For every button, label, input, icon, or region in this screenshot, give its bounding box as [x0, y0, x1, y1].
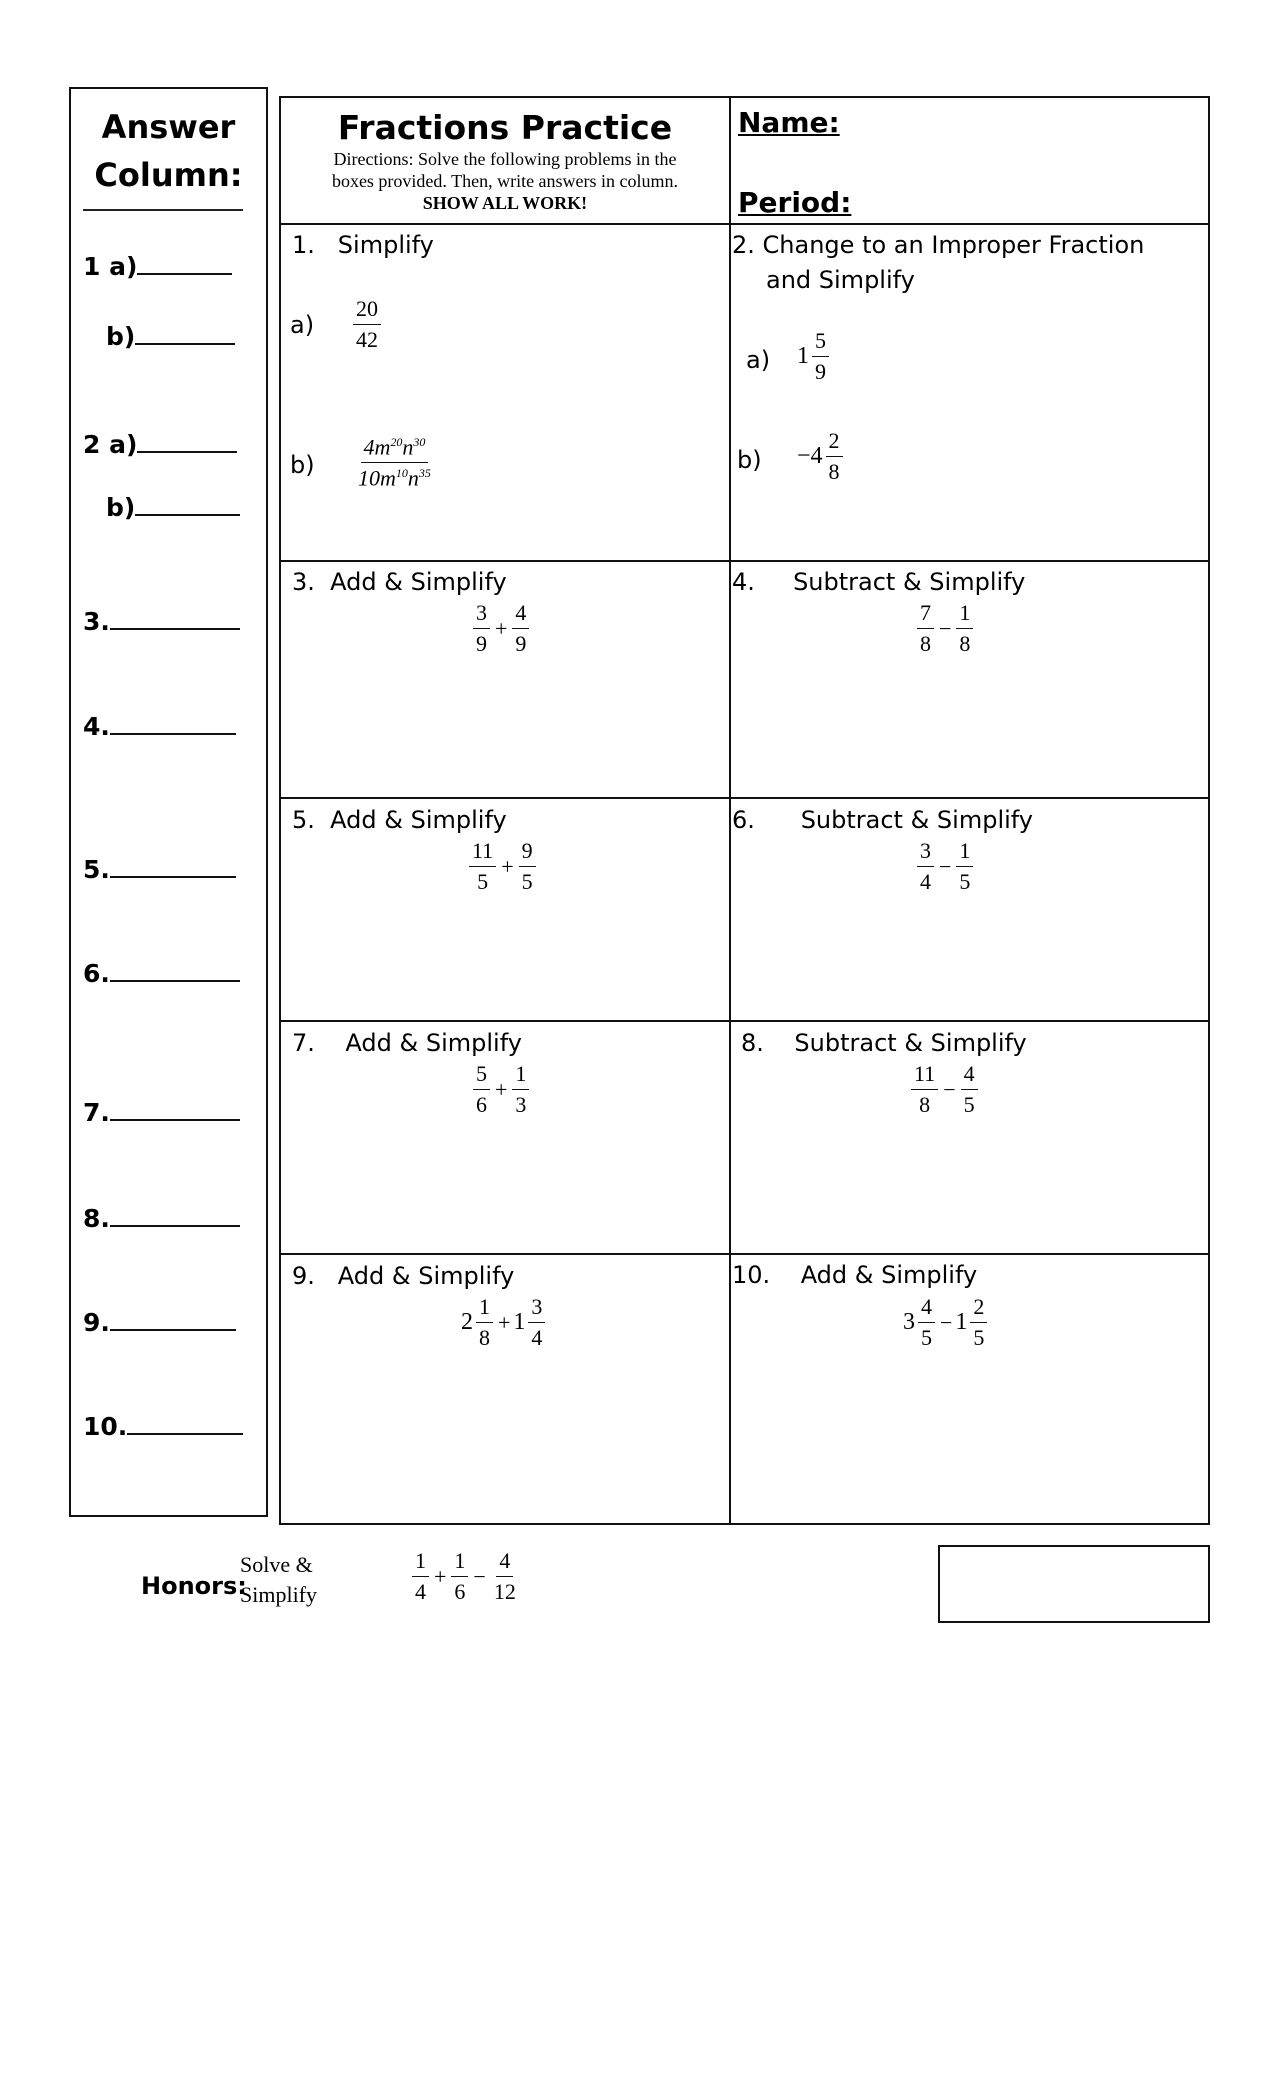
denominator: 5 [921, 1325, 932, 1350]
answer-row-9[interactable] [83, 1307, 236, 1337]
problem-2b-label: b) [737, 446, 762, 474]
problem-1-number: 1. [292, 231, 315, 259]
problem-10-number: 10. [732, 1261, 771, 1289]
answer-row-3[interactable] [83, 606, 240, 636]
answer-row-5[interactable] [83, 854, 236, 884]
answer-label-6: 6. [83, 959, 110, 988]
denominator: 5 [959, 869, 971, 894]
fraction [491, 1550, 519, 1603]
problem-9-label: Add & Simplify [337, 1262, 515, 1290]
answer-label-8: 8. [83, 1204, 110, 1233]
problem-4-number: 4. [732, 568, 755, 596]
problem-7-expression [471, 1063, 531, 1116]
directions [281, 148, 729, 214]
fraction [917, 840, 934, 893]
answer-column-title-line1: Answer [101, 108, 236, 146]
problem-5-header [292, 806, 507, 834]
answer-label-1b: b) [106, 322, 136, 351]
problem-10-label: Add & Simplify [800, 1261, 978, 1289]
problem-1-label: Simplify [337, 231, 434, 259]
answer-row-8[interactable] [83, 1203, 240, 1233]
denominator: 5 [973, 1325, 985, 1350]
problem-9-expression [461, 1296, 547, 1349]
plus-operator: + [501, 853, 514, 879]
numerator: 1 [512, 1063, 529, 1090]
denominator [355, 463, 434, 489]
problem-grid [279, 96, 1210, 1525]
problem-8-header [741, 1029, 1027, 1057]
honors-answer-box[interactable] [938, 1545, 1210, 1623]
numerator: 1 [956, 840, 973, 867]
problem-7-label: Add & Simplify [345, 1029, 522, 1057]
denominator: 8 [959, 631, 971, 656]
numerator: 20 [353, 298, 381, 325]
numerator: 3 [917, 840, 934, 867]
problem-8-label: Subtract & Simplify [794, 1029, 1027, 1057]
directions-line1: Directions: Solve the following problems in the [333, 149, 677, 169]
answer-blank-4[interactable] [110, 711, 236, 735]
problem-2-label-line2: and Simplify [766, 266, 915, 294]
answer-column [69, 87, 268, 1517]
plus-operator: + [495, 1076, 508, 1102]
grid-vertical-divider [729, 98, 731, 1525]
problem-2-number: 2. [732, 231, 755, 259]
denominator: 5 [521, 869, 533, 894]
problem-3-label: Add & Simplify [330, 568, 507, 596]
problem-2-label-line1: Change to an Improper Fraction [762, 231, 1145, 259]
answer-label-2a: 2 a) [83, 430, 138, 459]
honors-instruction [240, 1550, 317, 1610]
denominator: 9 [476, 631, 487, 656]
numerator: 5 [473, 1063, 490, 1090]
name-label: Name: [738, 106, 840, 139]
numerator: 1 [956, 602, 973, 629]
answer-row-2a[interactable] [83, 429, 237, 459]
variable: n [407, 465, 419, 491]
whole-number: 3 [903, 1309, 915, 1335]
denominator: 5 [477, 869, 489, 894]
fraction [826, 430, 843, 483]
denominator: 6 [454, 1579, 466, 1604]
answer-row-6[interactable] [83, 958, 240, 988]
denominator: 8 [828, 459, 840, 484]
answer-row-10[interactable] [83, 1411, 243, 1441]
numerator: 4 [961, 1063, 978, 1090]
problem-7-header [292, 1029, 522, 1057]
denominator: 5 [963, 1092, 975, 1117]
answer-blank-5[interactable] [110, 854, 236, 878]
whole-number: 1 [955, 1309, 968, 1335]
numerator: 4 [496, 1550, 513, 1577]
denominator: 3 [515, 1092, 527, 1117]
denominator: 8 [919, 1092, 931, 1117]
numerator: 4 [918, 1296, 935, 1323]
problem-2a-label: a) [746, 346, 771, 374]
answer-row-1a[interactable] [83, 251, 232, 281]
fraction [476, 1296, 493, 1349]
fraction [473, 602, 490, 655]
directions-line3: SHOW ALL WORK! [422, 193, 588, 213]
denominator: 4 [920, 869, 931, 894]
coef: 10m [358, 465, 396, 491]
answer-label-5: 5. [83, 855, 110, 884]
numerator: 11 [911, 1063, 938, 1090]
problem-9-header [292, 1262, 514, 1290]
answer-blank-1a[interactable] [137, 251, 232, 275]
minus-operator: − [939, 853, 952, 879]
fraction [519, 840, 536, 893]
whole-number: 2 [461, 1309, 473, 1335]
numerator: 3 [473, 602, 490, 629]
fraction [970, 1296, 987, 1349]
answer-label-4: 4. [83, 712, 110, 741]
answer-row-4[interactable] [83, 711, 236, 741]
numerator: 2 [826, 430, 843, 457]
numerator: 1 [476, 1296, 493, 1323]
denominator: 4 [531, 1325, 543, 1350]
problem-5-expression [467, 840, 538, 893]
fraction [917, 602, 934, 655]
problem-3-header [292, 568, 507, 596]
exponent: 20 [390, 435, 403, 449]
answer-label-1a: 1 a) [83, 252, 138, 281]
problem-2a-expression [797, 330, 831, 383]
fraction [512, 1063, 529, 1116]
numerator: 11 [469, 840, 496, 867]
answer-blank-9[interactable] [110, 1307, 236, 1331]
problem-6-expression [915, 840, 975, 893]
problem-8-expression [909, 1063, 980, 1116]
whole-number: −4 [797, 443, 823, 469]
answer-blank-3[interactable] [110, 606, 240, 630]
answer-label-2b: b) [106, 493, 136, 522]
grid-divider-row4 [281, 1253, 1208, 1255]
fraction [355, 436, 434, 490]
answer-blank-10[interactable] [127, 1411, 243, 1435]
answer-label-9: 9. [83, 1308, 110, 1337]
problem-3-expression [471, 602, 531, 655]
answer-row-7[interactable] [83, 1097, 240, 1127]
problem-10-expression [903, 1296, 989, 1349]
honors-instruction-line2: Simplify [240, 1582, 318, 1607]
denominator: 6 [476, 1092, 487, 1117]
minus-operator: − [939, 615, 952, 641]
answer-blank-6[interactable] [110, 958, 240, 982]
problem-5-label: Add & Simplify [330, 806, 507, 834]
fraction [451, 1550, 468, 1603]
plus-operator: + [495, 615, 508, 641]
fraction [911, 1063, 938, 1116]
honors-expression [410, 1550, 521, 1603]
numerator: 7 [917, 602, 934, 629]
fraction [412, 1550, 429, 1603]
denominator: 8 [479, 1325, 490, 1350]
problem-1a-expression [351, 298, 383, 351]
grid-divider-header [281, 223, 1208, 225]
honors-instruction-line1: Solve & [240, 1552, 313, 1577]
problem-10-header [732, 1261, 977, 1289]
numerator: 1 [451, 1550, 468, 1577]
plus-operator: + [434, 1563, 447, 1589]
fraction [469, 840, 496, 893]
problem-4-expression [915, 602, 975, 655]
numerator: 5 [812, 330, 829, 357]
numerator: 3 [528, 1296, 545, 1323]
denominator: 12 [493, 1579, 516, 1604]
answer-column-title-line2: Column: [94, 156, 243, 194]
fraction [956, 840, 973, 893]
grid-divider-row1 [281, 560, 1208, 562]
minus-operator: − [473, 1563, 486, 1589]
honors-label: Honors: [141, 1572, 247, 1600]
fraction [918, 1296, 935, 1349]
answer-blank-2a[interactable] [137, 429, 237, 453]
whole-number: 1 [797, 343, 809, 369]
answer-blank-2b[interactable] [135, 492, 240, 516]
grid-divider-row2 [281, 797, 1208, 799]
problem-1-header [292, 231, 434, 259]
answer-blank-8[interactable] [110, 1203, 240, 1227]
fraction [812, 330, 829, 383]
minus-operator: − [940, 1309, 953, 1335]
numerator: 2 [970, 1296, 987, 1323]
denominator: 42 [356, 327, 378, 352]
whole-number: 1 [513, 1309, 526, 1335]
answer-row-1b[interactable] [106, 321, 235, 351]
numerator: 9 [519, 840, 536, 867]
problem-1b-label: b) [290, 451, 315, 479]
minus-operator: − [943, 1076, 956, 1102]
exponent: 30 [413, 435, 426, 449]
problem-6-header [732, 806, 1033, 834]
problem-9-number: 9. [292, 1262, 315, 1290]
problem-8-number: 8. [741, 1029, 764, 1057]
problem-3-number: 3. [292, 568, 315, 596]
answer-blank-7[interactable] [110, 1097, 240, 1121]
answer-label-3: 3. [83, 607, 110, 636]
variable: n [402, 434, 414, 460]
denominator: 9 [815, 359, 826, 384]
answer-row-2b[interactable] [106, 492, 240, 522]
answer-label-7: 7. [83, 1098, 110, 1127]
answer-column-divider [83, 209, 243, 211]
denominator: 9 [515, 631, 527, 656]
plus-operator: + [498, 1309, 511, 1335]
directions-line2: boxes provided. Then, write answers in column. [331, 171, 679, 191]
fraction [473, 1063, 490, 1116]
fraction [956, 602, 973, 655]
grid-divider-row3 [281, 1020, 1208, 1022]
page-title: Fractions Practice [337, 108, 673, 147]
exponent: 35 [418, 466, 431, 481]
coef: 4m [363, 434, 391, 460]
fraction [528, 1296, 545, 1349]
problem-1a-label: a) [290, 311, 315, 339]
fraction [512, 602, 529, 655]
exponent: 10 [395, 466, 408, 481]
numerator: 4 [512, 602, 529, 629]
answer-blank-1b[interactable] [135, 321, 235, 345]
problem-4-header [732, 568, 1025, 596]
answer-label-10: 10. [83, 1412, 128, 1441]
denominator: 4 [415, 1579, 426, 1604]
problem-5-number: 5. [292, 806, 315, 834]
numerator: 1 [412, 1550, 429, 1577]
problem-1b-expression [353, 436, 436, 490]
fraction [353, 298, 381, 351]
problem-2b-expression [797, 430, 845, 483]
problem-2-header [732, 231, 1144, 259]
problem-6-number: 6. [732, 806, 755, 834]
numerator [361, 436, 429, 463]
fraction [961, 1063, 978, 1116]
problem-6-label: Subtract & Simplify [800, 806, 1034, 834]
denominator: 8 [920, 631, 931, 656]
period-label: Period: [738, 186, 852, 219]
problem-4-label: Subtract & Simplify [793, 568, 1026, 596]
problem-7-number: 7. [292, 1029, 315, 1057]
